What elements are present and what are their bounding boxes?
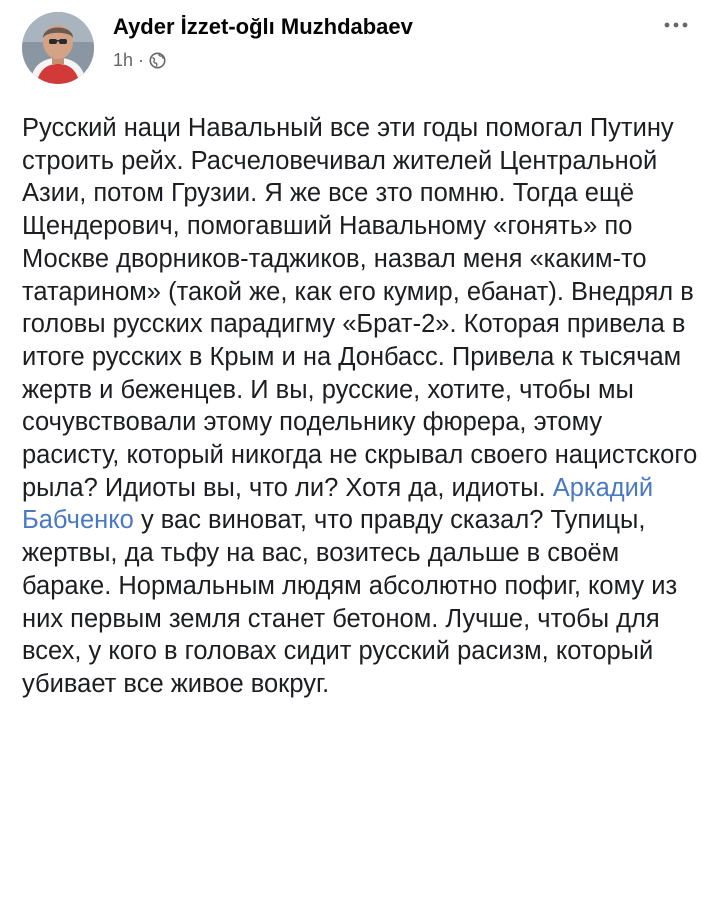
post-header	[0, 0, 720, 100]
more-options-icon	[664, 22, 688, 28]
mention-link[interactable]: Аркадий Бабченко	[22, 473, 654, 535]
meta-separator: ·	[138, 50, 145, 70]
globe-icon[interactable]	[149, 52, 166, 69]
post-text-after: у вас виноват, что правду сказал? Тупицы, жертвы, да тьфу на вас, возитесь дальше в своём бараке. Нормальным людям абсолютно пофиг, кому из них первым земля станет бетоном. Лучше, чтобы для всех, у кого в головах сидит русский расизм, который убивает все живое вокруг.	[22, 506, 678, 698]
author-avatar[interactable]	[22, 12, 94, 84]
post-meta	[113, 50, 166, 71]
author-name[interactable]: Ayder İzzet-oğlı Muzhdabaev	[113, 14, 413, 39]
post-text	[22, 112, 704, 701]
more-options-button[interactable]	[656, 10, 696, 40]
post-text-before: Русский наци Навальный все эти годы помогал Путину строить рейх. Расчеловечивал жителей Центральной Азии, потом Грузии. Я же все зто помню. Тогда ещё Щендерович, помогавший Навальному «гонять» по Москве дворников-таджиков, назвал меня «каким-то татарином» (такой же, как его кумир, ебанат). Внедрял в головы русских парадигму «Брат-2». Которая привела в итоге русских в Крым и на Донбасс. Привела к тысячам жертв и беженцев. И вы, русские, хотите, чтобы мы сочувствовали этому подельнику фюрера, этому расисту, который никогда не скрывал своего нацистского рыла? Идиоты вы, что ли? Хотя да, идиоты.	[22, 114, 698, 502]
post-time[interactable]: 1h	[113, 50, 134, 70]
avatar-image	[22, 12, 94, 84]
post-paragraph	[22, 112, 704, 701]
